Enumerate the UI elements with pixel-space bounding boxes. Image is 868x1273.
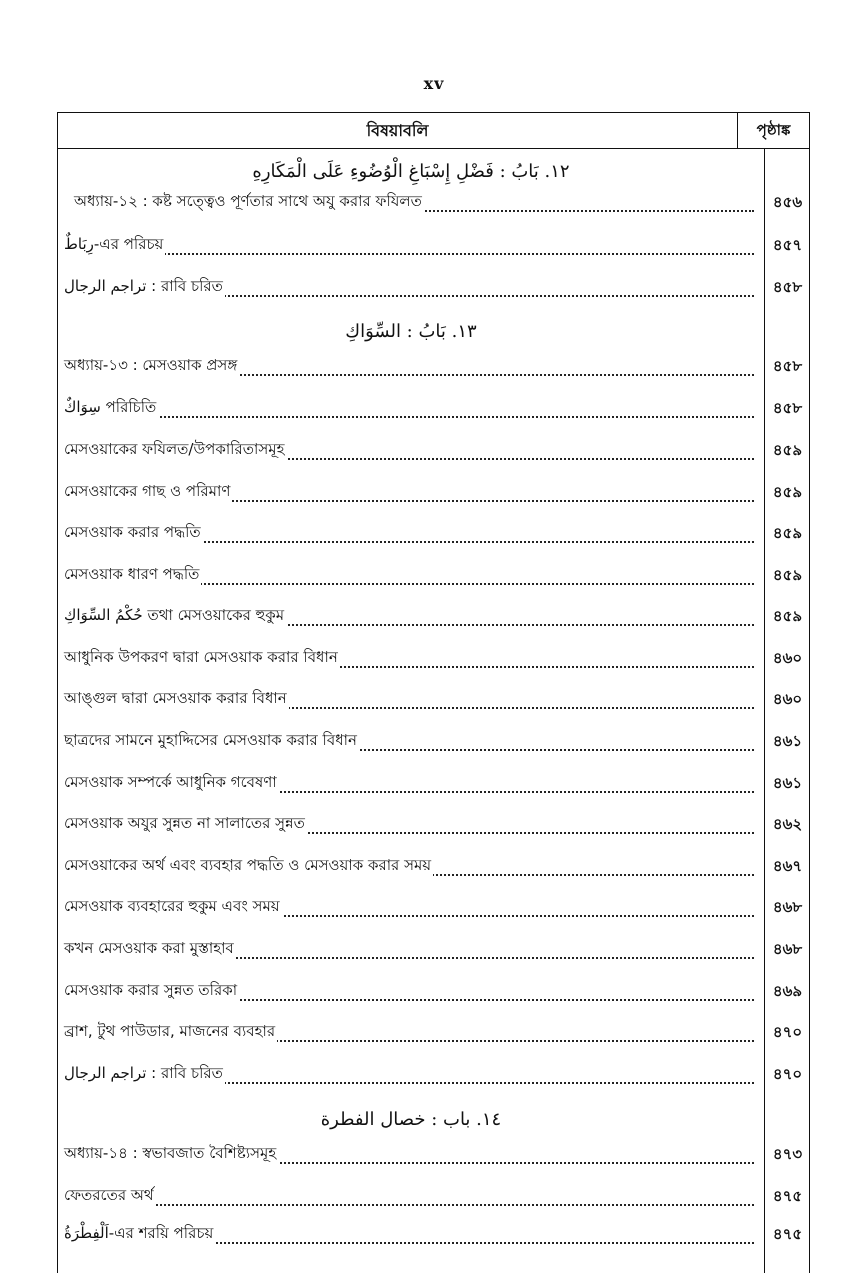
entry-title: تراجم الرجال : রাবি চরিত <box>64 1062 225 1087</box>
toc-entry[interactable] <box>58 730 809 760</box>
section-heading: ١٢. بَابُ : فَضْلِ إِسْبَاغِ الْوُضُوءِ عَلَى الْمَكَارِهِ <box>252 161 570 182</box>
entry-title: تراجم الرجال : রাবি চরিত <box>64 275 225 300</box>
entry-title: অধ্যায়-১৩ : মেসওয়াক প্রসঙ্গ <box>64 354 239 379</box>
entry-title: আধুনিক উপকরণ দ্বারা মেসওয়াক করার বিধান <box>64 646 340 671</box>
entry-page: ৪৬১ <box>772 732 803 750</box>
dot-leader <box>64 416 754 418</box>
section-heading: ١٤. باب : خصال الفطرة <box>320 1109 502 1130</box>
entry-page: ৪৫৯ <box>772 524 803 542</box>
table-of-contents <box>57 112 810 1273</box>
toc-entry[interactable] <box>58 564 809 594</box>
entry-page: ৪৬১ <box>772 774 803 792</box>
entry-page: ৪৭০ <box>772 1023 803 1041</box>
toc-entry[interactable] <box>58 1063 809 1093</box>
entry-title: মেসওয়াক সম্পর্কে আধুনিক গবেষণা <box>64 771 279 796</box>
entry-title: اَلْفِطْرَةُ-এর শরয়ি পরিচয় <box>64 1222 215 1247</box>
entry-page: ৪৫৮ <box>772 399 803 417</box>
toc-entry[interactable] <box>58 813 809 843</box>
entry-page: ৪৫৯ <box>772 483 803 501</box>
toc-entry[interactable] <box>58 1143 809 1173</box>
entry-title: মেসওয়াক ব্যবহারের হুকুম এবং সময় <box>64 895 282 920</box>
entry-title: মেসওয়াকের ফযিলত/উপকারিতাসমূহ <box>64 438 286 463</box>
toc-entry[interactable] <box>58 191 809 221</box>
entry-page: ৪৫৯ <box>772 566 803 584</box>
entry-page: ৪৬০ <box>772 690 803 708</box>
entry-title: মেসওয়াক অযুর সুন্নত না সালাতের সুন্নত <box>64 812 307 837</box>
toc-entry[interactable] <box>58 980 809 1010</box>
entry-page: ৪৬০ <box>772 649 803 667</box>
entry-page: ৪৫৯ <box>772 441 803 459</box>
toc-entry[interactable] <box>58 772 809 802</box>
toc-entry[interactable] <box>58 522 809 552</box>
entry-page: ৪৭৩ <box>772 1145 803 1163</box>
entry-title: سِوَاكٌ পরিচিতি <box>64 396 158 421</box>
page-header: পৃষ্ঠাঙ্ক <box>737 113 809 148</box>
entry-title: ব্রাশ, টুথ পাউডার, মাজনের ব্যবহার <box>64 1020 277 1045</box>
dot-leader <box>64 253 754 255</box>
entry-page: ৪৫৮ <box>772 357 803 375</box>
entry-page: ৪৫৮ <box>772 278 803 296</box>
entry-title: মেসওয়াকের গাছ ও পরিমাণ <box>64 480 232 505</box>
toc-entry[interactable] <box>58 397 809 427</box>
entry-title: অধ্যায়-১৪ : স্বভাবজাত বৈশিষ্ট্যসমূহ <box>64 1142 278 1167</box>
entry-title: ছাত্রদের সামনে মুহাদ্দিসের মেসওয়াক করার বিধান <box>64 729 359 754</box>
entry-title: কখন মেসওয়াক করা মুস্তাহাব <box>64 937 236 962</box>
entry-title: আঙ্গুল দ্বারা মেসওয়াক করার বিধান <box>64 687 289 712</box>
entry-title: মেসওয়াক ধারণ পদ্ধতি <box>64 563 201 588</box>
toc-entry[interactable] <box>58 688 809 718</box>
toc-entry[interactable] <box>58 276 809 306</box>
entry-page: ৪৭৫ <box>772 1225 803 1243</box>
entry-title: حُكْمُ السِّوَاكِ তথা মেসওয়াকের হুকুম <box>64 604 286 629</box>
toc-entry[interactable] <box>58 1185 809 1215</box>
topics-header: বিষয়াবলি <box>366 121 429 140</box>
entry-page: ৪৫৭ <box>772 236 803 254</box>
entry-page: ৪৬৮ <box>772 898 803 916</box>
entry-title: رِبَاطٌ-এর পরিচয় <box>64 233 165 258</box>
entry-page: ৪৬৯ <box>772 982 803 1000</box>
toc-entry[interactable] <box>58 647 809 677</box>
entry-title: মেসওয়াক করার পদ্ধতি <box>64 521 203 546</box>
toc-entry[interactable] <box>58 439 809 469</box>
section-heading: ١٣. بَابُ : السِّوَاكِ <box>345 321 477 342</box>
toc-entry[interactable] <box>58 1021 809 1051</box>
entry-page: ৪৫৬ <box>772 193 803 211</box>
toc-entry[interactable] <box>58 855 809 885</box>
entry-page: ৪৬৭ <box>772 857 803 875</box>
toc-entry[interactable] <box>58 605 809 635</box>
entry-page: ৪৬৮ <box>772 940 803 958</box>
entry-title: মেসওয়াকের অর্থ এবং ব্যবহার পদ্ধতি ও মেসওয়াক করার সময় <box>64 854 433 879</box>
entry-title: মেসওয়াক করার সুন্নত তরিকা <box>64 979 239 1004</box>
toc-entry[interactable] <box>58 234 809 264</box>
entry-page: ৪৭০ <box>772 1065 803 1083</box>
toc-entry[interactable] <box>58 481 809 511</box>
toc-entry[interactable] <box>58 1223 809 1253</box>
page-number: xv <box>423 74 445 93</box>
toc-entry[interactable] <box>58 896 809 926</box>
entry-page: ৪৫৯ <box>772 607 803 625</box>
entry-title: ফেতরতের অর্থ <box>64 1184 156 1209</box>
toc-header <box>58 113 809 149</box>
dot-leader <box>64 1204 754 1206</box>
entry-page: ৪৬২ <box>772 815 803 833</box>
entry-page: ৪৭৫ <box>772 1187 803 1205</box>
toc-entry[interactable] <box>58 938 809 968</box>
toc-entry[interactable] <box>58 355 809 385</box>
entry-title: অধ্যায়-১২ : কষ্ট সত্ত্বেও পূর্ণতার সাথে অযু করার ফযিলত <box>74 190 424 215</box>
